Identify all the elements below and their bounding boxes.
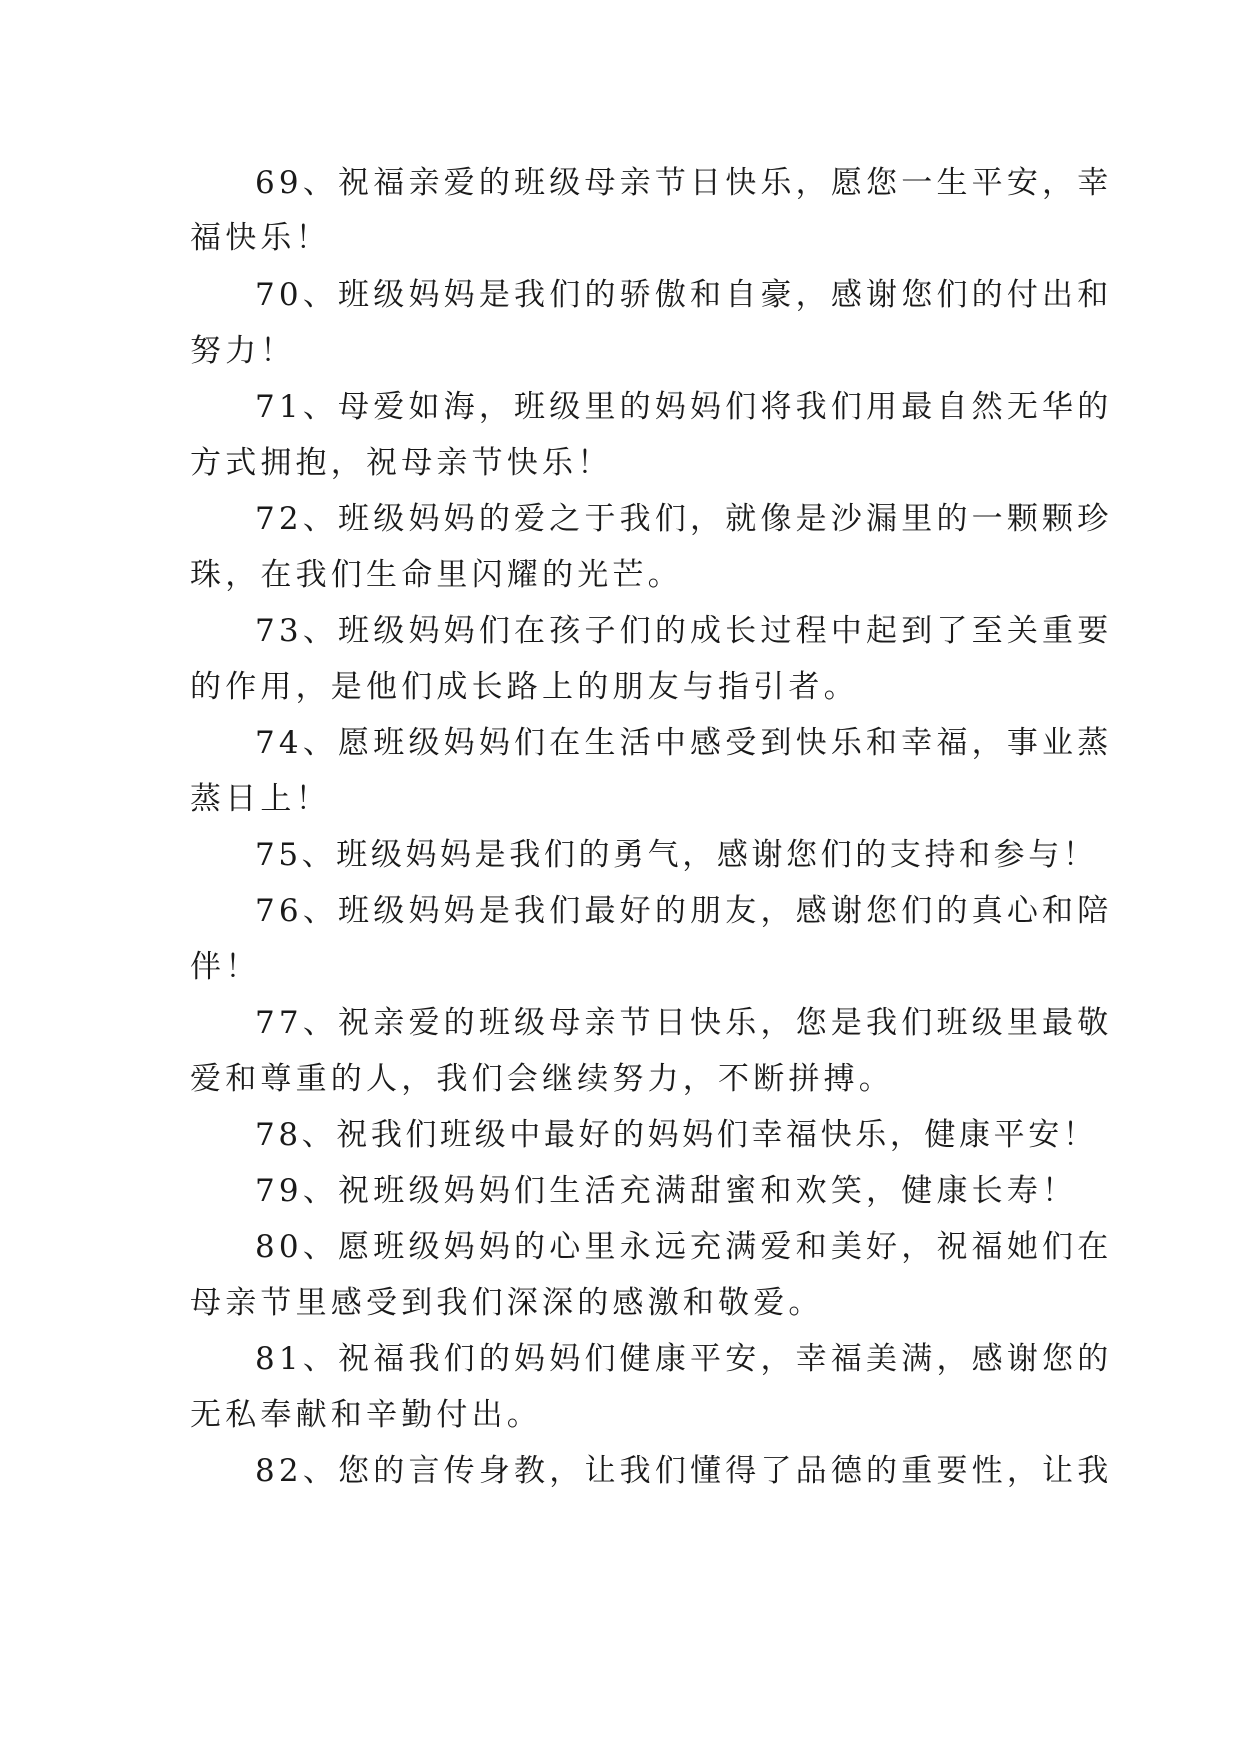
item-73-line-1: 73、班级妈妈们在孩子们的成长过程中起到了至关重要 [255, 613, 1113, 649]
item-75-line-1: 75、班级妈妈是我们的勇气，感谢您们的支持和参与！ [255, 837, 1098, 873]
item-70-line-1: 70、班级妈妈是我们的骄傲和自豪，感谢您们的付出和 [255, 277, 1113, 313]
item-77-line-1: 77、祝亲爱的班级母亲节日快乐，您是我们班级里最敬 [255, 1005, 1113, 1041]
item-72-line-1: 72、班级妈妈的爱之于我们，就像是沙漏里的一颗颗珍 [255, 501, 1113, 537]
item-77-line-2: 爱和尊重的人，我们会继续努力，不断拼搏。 [190, 1061, 894, 1097]
item-80-line-1: 80、愿班级妈妈的心里永远充满爱和美好，祝福她们在 [255, 1229, 1113, 1265]
item-72-line-2: 珠，在我们生命里闪耀的光芒。 [190, 557, 683, 593]
item-73-line-2: 的作用，是他们成长路上的朋友与指引者。 [190, 669, 859, 705]
item-76-line-1: 76、班级妈妈是我们最好的朋友，感谢您们的真心和陪 [255, 893, 1113, 929]
item-78-line-1: 78、祝我们班级中最好的妈妈们幸福快乐，健康平安！ [255, 1117, 1098, 1153]
item-69-line-2: 福快乐！ [190, 220, 331, 256]
item-70-line-2: 努力！ [190, 333, 296, 369]
item-74-line-1: 74、愿班级妈妈们在生活中感受到快乐和幸福，事业蒸 [255, 725, 1113, 761]
item-74-line-2: 蒸日上！ [190, 781, 331, 817]
item-71-line-2: 方式拥抱，祝母亲节快乐！ [190, 445, 613, 481]
item-79-line-1: 79、祝班级妈妈们生活充满甜蜜和欢笑，健康长寿！ [255, 1173, 1078, 1209]
item-82-line-1: 82、您的言传身教，让我们懂得了品德的重要性，让我 [255, 1453, 1113, 1489]
item-76-line-2: 伴！ [190, 949, 261, 985]
item-69-line-1: 69、祝福亲爱的班级母亲节日快乐，愿您一生平安，幸 [255, 165, 1113, 201]
item-81-line-2: 无私奉献和辛勤付出。 [190, 1397, 542, 1433]
item-81-line-1: 81、祝福我们的妈妈们健康平安，幸福美满，感谢您的 [255, 1341, 1113, 1377]
item-71-line-1: 71、母爱如海，班级里的妈妈们将我们用最自然无华的 [255, 389, 1113, 425]
item-80-line-2: 母亲节里感受到我们深深的感激和敬爱。 [190, 1285, 824, 1321]
